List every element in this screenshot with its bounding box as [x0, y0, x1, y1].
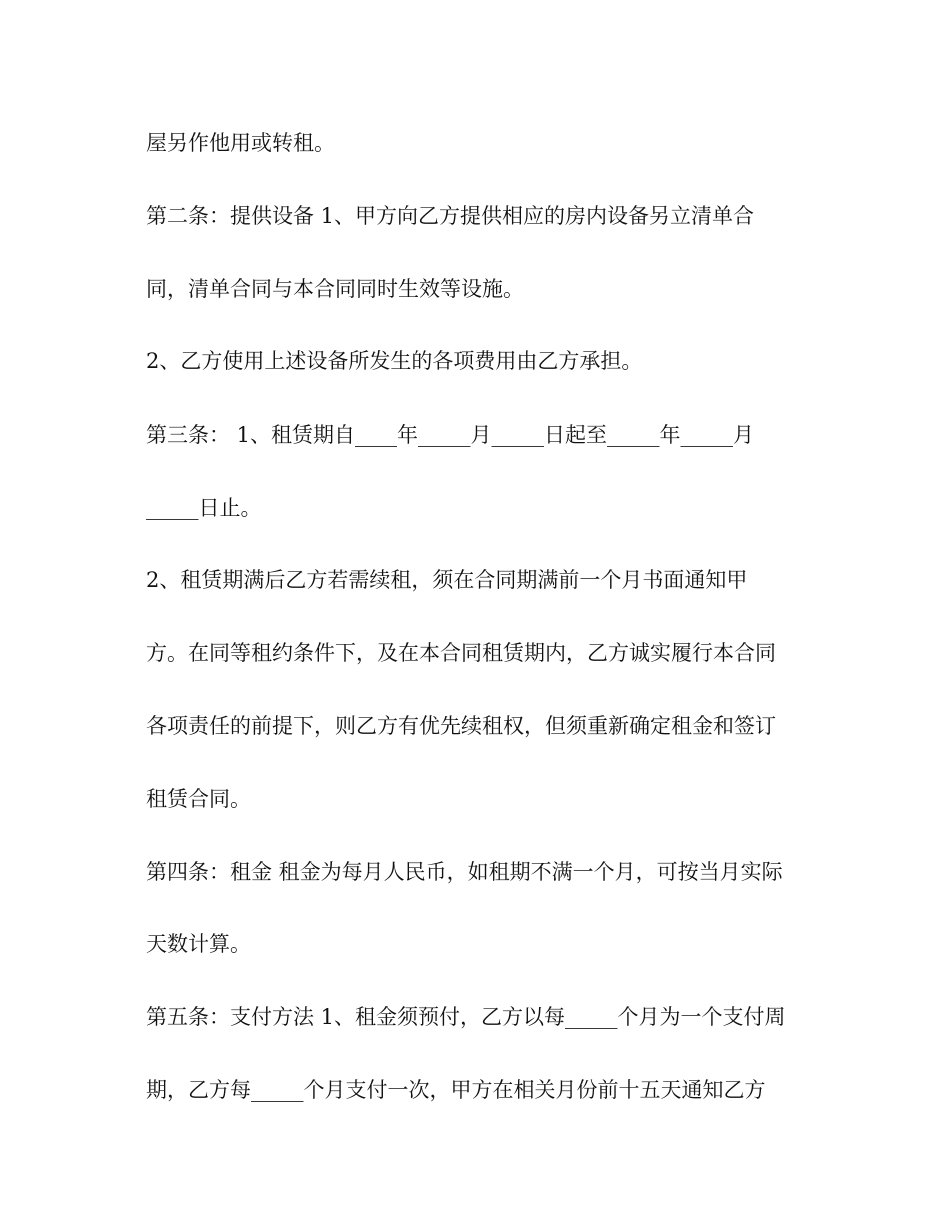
text-line: 同，清单合同与本合同同时生效等设施。 — [146, 277, 524, 301]
text-line: 2、乙方使用上述设备所发生的各项费用由乙方承担。 — [146, 349, 643, 373]
text-line: 各项责任的前提下，则乙方有优先续租权，但须重新确定租金和签订 — [146, 714, 776, 738]
text-line: 2、租赁期满后乙方若需续租，须在合同期满前一个月书面通知甲 — [146, 568, 748, 592]
text-line: 第三条： 1、租赁期自____年_____月_____日起至_____年_____月 — [146, 423, 755, 447]
text-line: 租赁合同。 — [146, 787, 251, 811]
text-line: 第五条：支付方法 1、租金须预付，乙方以每_____个月为一个支付周 — [146, 1005, 786, 1029]
text-line: 方。在同等租约条件下，及在本合同租赁期内，乙方诚实履行本合同 — [146, 641, 776, 665]
text-line: 屋另作他用或转租。 — [146, 131, 335, 155]
text-line: 天数计算。 — [146, 932, 251, 956]
text-line: 第四条：租金 租金为每月人民币，如租期不满一个月，可按当月实际 — [146, 860, 783, 884]
text-line: 期，乙方每_____个月支付一次，甲方在相关月份前十五天通知乙方 — [146, 1078, 766, 1102]
text-line: 第二条：提供设备 1、甲方向乙方提供相应的房内设备另立清单合 — [146, 204, 755, 228]
text-line: _____日止。 — [146, 496, 262, 520]
